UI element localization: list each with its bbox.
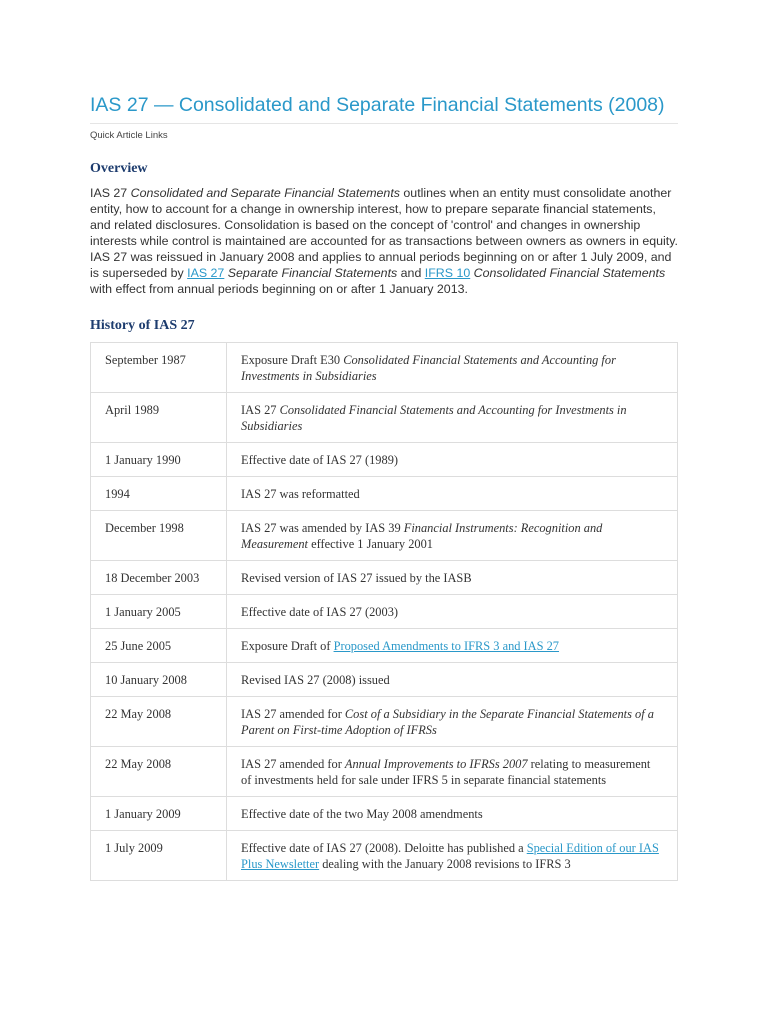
history-event [227,561,678,595]
table-row [91,697,678,747]
text: with effect from annual periods beginning on or after 1 January 2013. [90,282,468,296]
event-text: IAS 27 amended for [241,707,345,721]
overview-paragraph-1 [90,185,680,249]
history-date: 18 December 2003 [91,561,227,595]
event-text: Effective date of IAS 27 (2003) [241,605,399,619]
history-date: September 1987 [91,343,227,393]
event-text-italic: Annual Improvements to IFRSs 2007 [344,757,528,771]
table-row [91,595,678,629]
event-link[interactable]: Proposed Amendments to IFRS 3 and IAS 27 [333,639,560,653]
quick-article-links[interactable]: Quick Article Links [90,130,168,141]
event-text-italic: Consolidated Financial Statements and Accounting for Investments in Subsidiaries [241,403,627,433]
table-row [91,561,678,595]
history-date: 1 January 2009 [91,797,227,831]
text: and [397,266,425,280]
event-text: IAS 27 amended for [241,757,345,771]
history-event [227,629,678,663]
event-link[interactable]: Special Edition of our IAS Plus Newsletter [241,841,659,871]
history-date: 1 July 2009 [91,831,227,881]
text-italic: Consolidated and Separate Financial Statements [130,186,400,200]
event-text-italic: Financial Instruments: Recognition and Measurement [241,521,603,551]
overview-text [90,185,680,297]
table-row [91,747,678,797]
table-row [91,343,678,393]
table-row [91,393,678,443]
history-heading: History of IAS 27 [90,318,195,333]
text: IAS 27 was reissued in January 2008 and applies to annual periods beginning on or after 1 July 2009, and is superseded by [90,250,672,280]
history-event [227,343,678,393]
history-date: April 1989 [91,393,227,443]
history-date: 10 January 2008 [91,663,227,697]
text-italic: Consolidated Financial Statements [470,266,666,280]
table-row [91,629,678,663]
event-text: Revised IAS 27 (2008) issued [241,673,390,687]
history-event [227,663,678,697]
table-row [91,477,678,511]
event-text: Exposure Draft E30 [241,353,344,367]
page-title: IAS 27 — Consolidated and Separate Financial Statements (2008) [90,93,678,124]
table-row [91,797,678,831]
history-date: 25 June 2005 [91,629,227,663]
event-text: IAS 27 was amended by IAS 39 [241,521,404,535]
history-date: December 1998 [91,511,227,561]
event-text: effective 1 January 2001 [307,537,433,551]
event-text: IAS 27 was reformatted [241,487,360,501]
ifrs10-link[interactable]: IFRS 10 [424,266,471,280]
history-event [227,747,678,797]
history-event [227,443,678,477]
text: outlines when an entity must consolidate another entity, how to account for a change in ownership interest, how to prepare separate financial statements, and related disclosures. Consolidation is based on the concept of 'control' and changes in ownership interests while control is maintained are accounted for as transactions between owners as owners in equity. [90,186,678,248]
table-row [91,443,678,477]
history-date: 1 January 1990 [91,443,227,477]
table-row [91,511,678,561]
history-event [227,595,678,629]
event-text: Exposure Draft of [241,639,334,653]
history-date: 1 January 2005 [91,595,227,629]
history-event [227,477,678,511]
event-text: Effective date of IAS 27 (2008). Deloitte has published a [241,841,527,855]
event-text-italic: Cost of a Subsidiary in the Separate Financial Statements of a Parent on First-time Adoption of IFRSs [241,707,654,737]
history-date: 22 May 2008 [91,697,227,747]
history-event [227,797,678,831]
event-text: IAS 27 [241,403,280,417]
event-text: Revised version of IAS 27 issued by the IASB [241,571,472,585]
event-text: Effective date of the two May 2008 amendments [241,807,483,821]
history-event [227,511,678,561]
table-row [91,831,678,881]
ias27-link[interactable]: IAS 27 [187,266,225,280]
history-date: 1994 [91,477,227,511]
table-row [91,663,678,697]
event-text: relating to measurement of investments held for sale under IFRS 5 in separate financial statements [241,757,651,787]
history-date: 22 May 2008 [91,747,227,797]
event-text: dealing with the January 2008 revisions to IFRS 3 [319,857,571,871]
event-text: Effective date of IAS 27 (1989) [241,453,399,467]
text-italic: Separate Financial Statements [224,266,398,280]
overview-heading: Overview [90,161,148,176]
history-event [227,697,678,747]
history-event [227,393,678,443]
history-table [90,342,678,881]
history-event [227,831,678,881]
event-text-italic: Consolidated Financial Statements and Accounting for Investments in Subsidiaries [241,353,616,383]
text: IAS 27 [90,186,131,200]
overview-paragraph-2 [90,249,680,297]
